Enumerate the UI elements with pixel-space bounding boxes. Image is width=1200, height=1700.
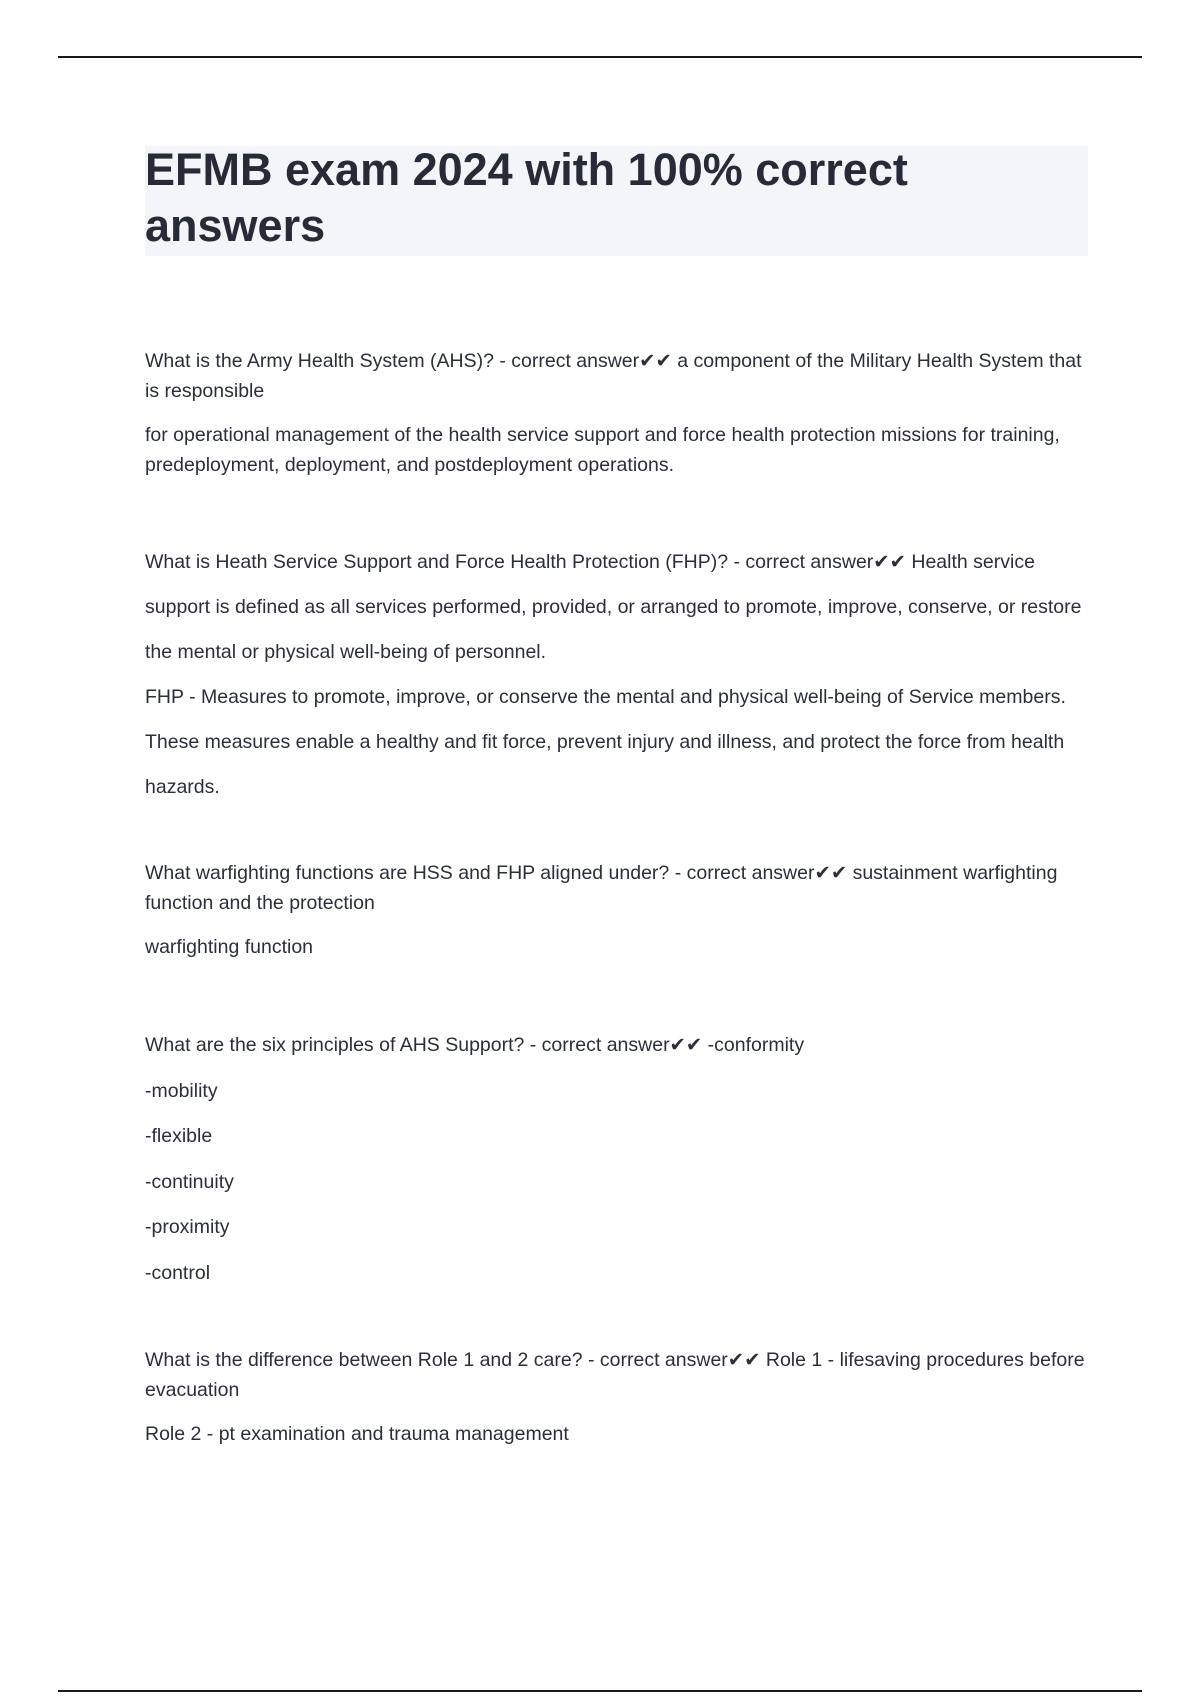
list-item: -control	[145, 1261, 211, 1284]
qa-paragraph: What are the six principles of AHS Support? - correct answer✔✔ -conformity	[145, 1034, 805, 1056]
qa-paragraph: for operational management of the health service support and force health protection missions for training, predeployment, deployment, and postdeployment operations.	[145, 424, 1060, 476]
list-item: -continuity	[145, 1170, 234, 1193]
qa-paragraph: Role 2 - pt examination and trauma management	[145, 1423, 569, 1445]
list-item: -mobility	[145, 1079, 218, 1102]
page-title: EFMB exam 2024 with 100% correct answers	[145, 144, 908, 251]
qa-item-hss-fhp	[145, 540, 1090, 810]
list-item: -proximity	[145, 1216, 230, 1238]
list-item: -flexible	[145, 1125, 213, 1147]
qa-paragraph: What is Heath Service Support and Force Health Protection (FHP)? - correct answer✔✔ Health service support is defined as all services performed, provided, or arranged to promote, improve, conserve, or restore the mental or physical well-being of personnel.	[145, 551, 1082, 663]
qa-item-roles	[145, 1345, 1090, 1449]
top-rule	[58, 56, 1142, 58]
qa-paragraph: FHP - Measures to promote, improve, or conserve the mental and physical well-being of Service members. These measures enable a healthy and fit force, prevent injury and illness, and protect the force from health hazards.	[145, 686, 1066, 798]
bottom-rule	[58, 1690, 1142, 1692]
qa-paragraph: What is the difference between Role 1 and 2 care? - correct answer✔✔ Role 1 - lifesaving procedures before evacuation	[145, 1349, 1085, 1401]
qa-item-principles	[145, 1023, 1090, 1296]
qa-item-warfighting	[145, 858, 1090, 962]
qa-paragraph: What is the Army Health System (AHS)? - correct answer✔✔ a component of the Military Health System that is responsible	[145, 350, 1082, 402]
qa-item-ahs	[145, 346, 1090, 480]
qa-paragraph: What warfighting functions are HSS and FHP aligned under? - correct answer✔✔ sustainment warfighting function and the protection	[145, 862, 1058, 914]
qa-paragraph: warfighting function	[145, 936, 314, 958]
